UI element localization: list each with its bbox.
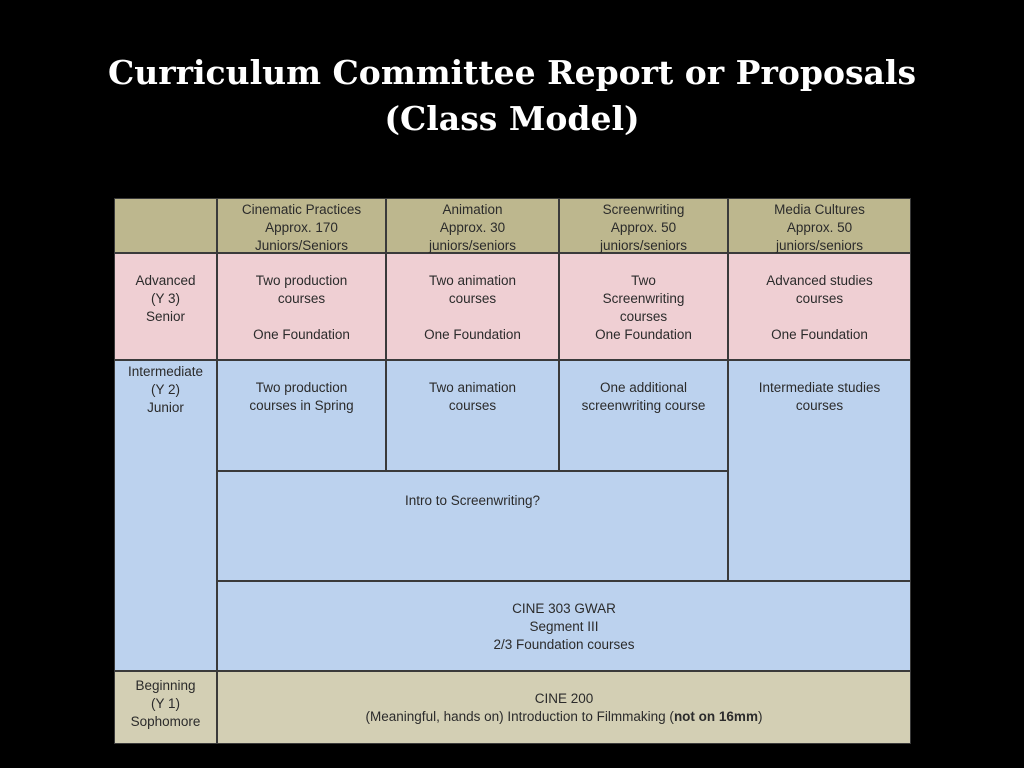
- col-name: Media Cultures: [774, 202, 865, 217]
- curriculum-table: [114, 198, 911, 744]
- cell-text: CINE 303 GWAR Segment III 2/3 Foundation courses: [493, 601, 635, 652]
- cell-line-2: One Foundation: [595, 327, 692, 342]
- desc-prefix: (Meaningful, hands on) Introduction to Filmmaking (: [365, 709, 674, 724]
- intro-to-screenwriting: [217, 471, 728, 581]
- intermediate-animation: [386, 360, 559, 471]
- header-animation: [386, 198, 559, 253]
- header-cinematic-practices: [217, 198, 386, 253]
- course-desc: [218, 708, 910, 726]
- cell-line-1: Advanced studies courses: [766, 273, 873, 306]
- intermediate-cinematic: [217, 360, 386, 471]
- row-label-intermediate: [114, 360, 217, 671]
- col-who: juniors/seniors: [428, 238, 517, 253]
- row-label-text: Beginning (Y 1) Sophomore: [130, 678, 201, 729]
- row-label-beginning: [114, 671, 217, 744]
- cell-line-2: One Foundation: [771, 327, 868, 342]
- cell-text: Two animation courses: [428, 380, 517, 413]
- cell-line-1: Two animation courses: [428, 273, 517, 306]
- advanced-cinematic: [217, 253, 386, 360]
- cell-text: Intro to Screenwriting?: [404, 493, 541, 508]
- cine-303-gwar: [217, 581, 911, 671]
- col-name: Screenwriting: [602, 202, 685, 217]
- header-media-cultures: [728, 198, 911, 253]
- advanced-screenwriting: [559, 253, 728, 360]
- cell-text: One additional screenwriting course: [581, 380, 706, 413]
- header-screenwriting: [559, 198, 728, 253]
- advanced-animation: [386, 253, 559, 360]
- cell-text: Intermediate studies courses: [758, 380, 881, 413]
- cell-line-2: One Foundation: [253, 327, 350, 342]
- row-label-text: Advanced (Y 3) Senior: [135, 273, 196, 324]
- col-approx: Approx. 50: [610, 220, 677, 235]
- cell-line-2: One Foundation: [424, 327, 521, 342]
- row-label-text: Intermediate (Y 2) Junior: [127, 364, 204, 415]
- col-who: juniors/seniors: [775, 238, 864, 253]
- advanced-media-cultures: [728, 253, 911, 360]
- cine-200: [217, 671, 911, 744]
- cell-line-1: Two Screenwriting courses: [602, 273, 685, 324]
- course-code: CINE 200: [534, 691, 594, 706]
- row-label-advanced: [114, 253, 217, 360]
- cell-text: Two production courses in Spring: [249, 380, 354, 413]
- col-name: Cinematic Practices: [241, 202, 362, 217]
- col-approx: Approx. 170: [265, 220, 338, 235]
- col-approx: Approx. 50: [786, 220, 853, 235]
- col-who: Juniors/Seniors: [254, 238, 349, 253]
- intermediate-screenwriting: [559, 360, 728, 471]
- col-name: Animation: [442, 202, 503, 217]
- desc-bold: not on 16mm: [673, 709, 758, 724]
- col-approx: Approx. 30: [439, 220, 506, 235]
- intermediate-media-cultures: [728, 360, 911, 581]
- slide-title: [0, 50, 1024, 142]
- cell-line-1: Two production courses: [255, 273, 348, 306]
- title-line-1: Curriculum Committee Report or Proposals: [107, 53, 917, 92]
- header-corner: [114, 198, 217, 253]
- title-line-2: (Class Model): [384, 99, 640, 138]
- desc-suffix: ): [757, 709, 763, 724]
- col-who: juniors/seniors: [599, 238, 688, 253]
